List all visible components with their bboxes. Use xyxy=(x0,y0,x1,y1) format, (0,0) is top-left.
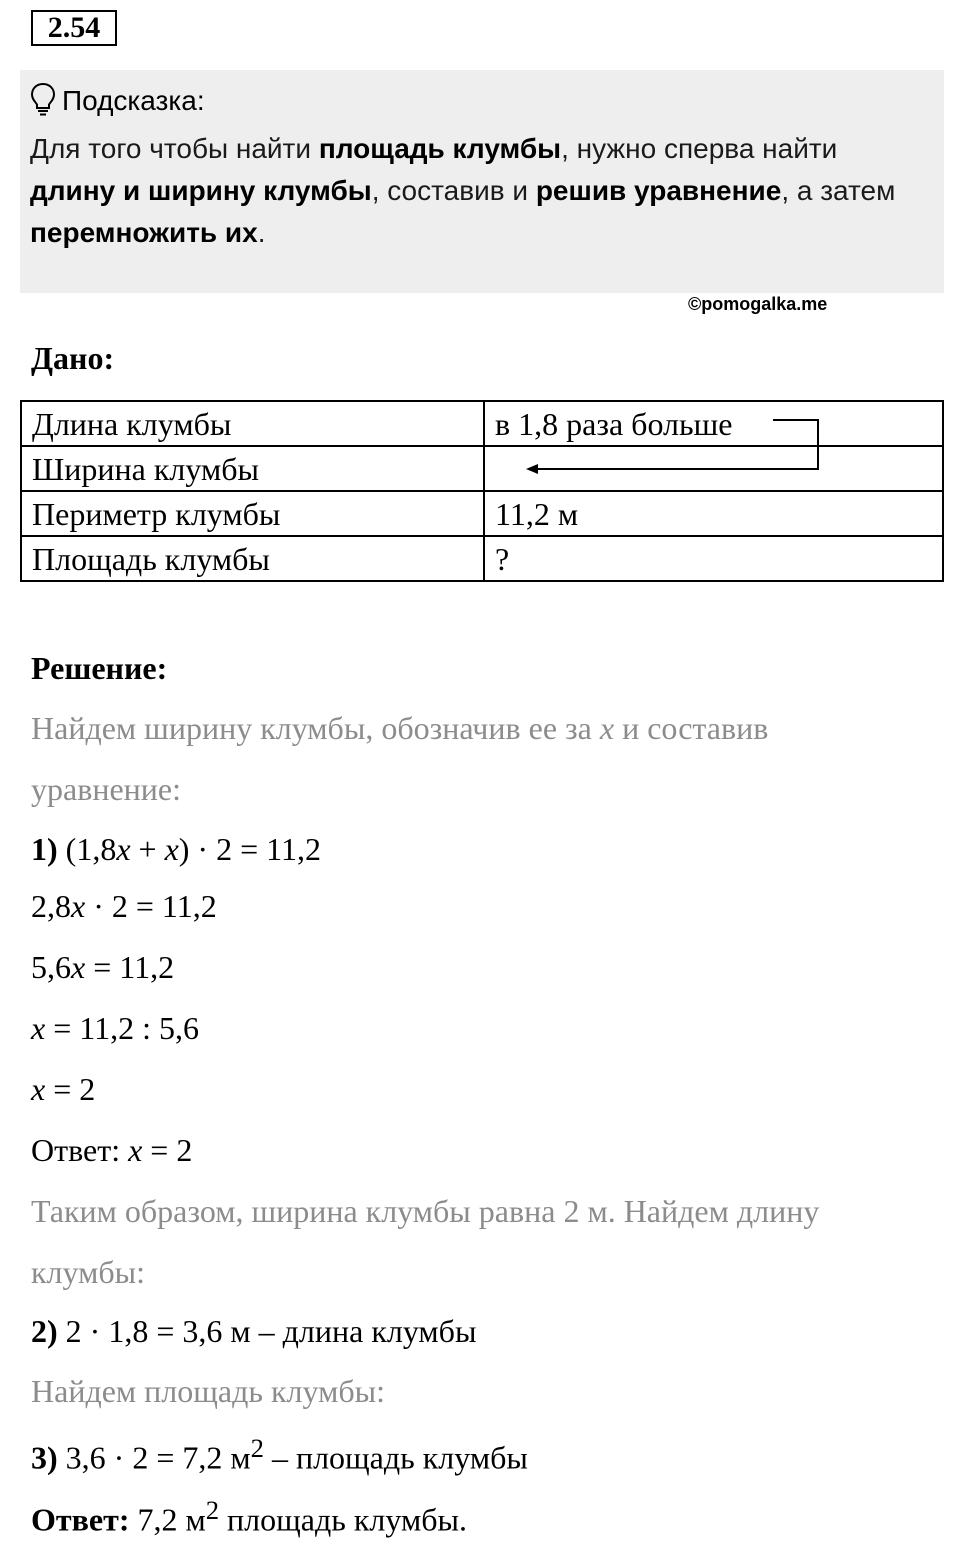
hint-title-text: Подсказка: xyxy=(62,85,205,116)
table-cell-label: Периметр клумбы xyxy=(21,491,484,536)
hint-title xyxy=(30,82,205,118)
watermark: ©pomogalka.me xyxy=(688,294,828,314)
step-3: 3) 3,6 · 2 = 7,2 $м^2$ – площадь клумбы xyxy=(31,1433,528,1476)
equation-line: x = 2 xyxy=(31,1071,96,1107)
equation-line: 5,6x = 11,2 xyxy=(31,949,175,985)
table-row xyxy=(21,536,943,581)
lightbulb-icon xyxy=(30,82,56,116)
table-cell-label: Длина клумбы xyxy=(21,401,484,446)
table-cell-value: ? xyxy=(484,536,943,581)
problem-number-badge: 2.54 xyxy=(31,10,117,46)
given-heading: Дано: xyxy=(31,340,115,376)
table-row xyxy=(21,491,943,536)
final-answer: Ответ: 7,2 $м^2$ площадь клумбы. xyxy=(31,1495,467,1538)
table-cell-value: в 1,8 раза больше xyxy=(484,401,943,446)
solution-text: Таким образом, ширина клумбы равна 2 м. Найдем длину xyxy=(31,1193,820,1229)
table-cell-label: Ширина клумбы xyxy=(21,446,484,491)
table-cell-value: 11,2 м xyxy=(484,491,943,536)
solution-text: уравнение: xyxy=(31,771,181,807)
relation-arrow-icon xyxy=(520,415,830,477)
hint-box xyxy=(20,70,944,293)
solution-text: Найдем площадь клумбы: xyxy=(31,1373,385,1409)
equation-step-1: 1) (1,8x + x) · 2 = 11,2 xyxy=(31,831,321,867)
table-cell-label: Площадь клумбы xyxy=(21,536,484,581)
solution-heading: Решение: xyxy=(31,650,168,686)
equation-line: 2,8x · 2 = 11,2 xyxy=(31,888,217,924)
solution-text: клумбы: xyxy=(31,1254,146,1290)
step-2: 2) 2 · 1,8 = 3,6 м – длина клумбы xyxy=(31,1313,477,1349)
equation-line: x = 11,2 : 5,6 xyxy=(31,1010,199,1046)
equation-answer: Ответ: x = 2 xyxy=(31,1132,193,1168)
solution-text: Найдем ширину клумбы, обозначив ее за x и составив xyxy=(31,710,769,746)
hint-text: Для того чтобы найти площадь клумбы, нужно сперва найти длину и ширину клумбы, составив и решив уравнение, а затем перемножить их. xyxy=(30,133,896,248)
